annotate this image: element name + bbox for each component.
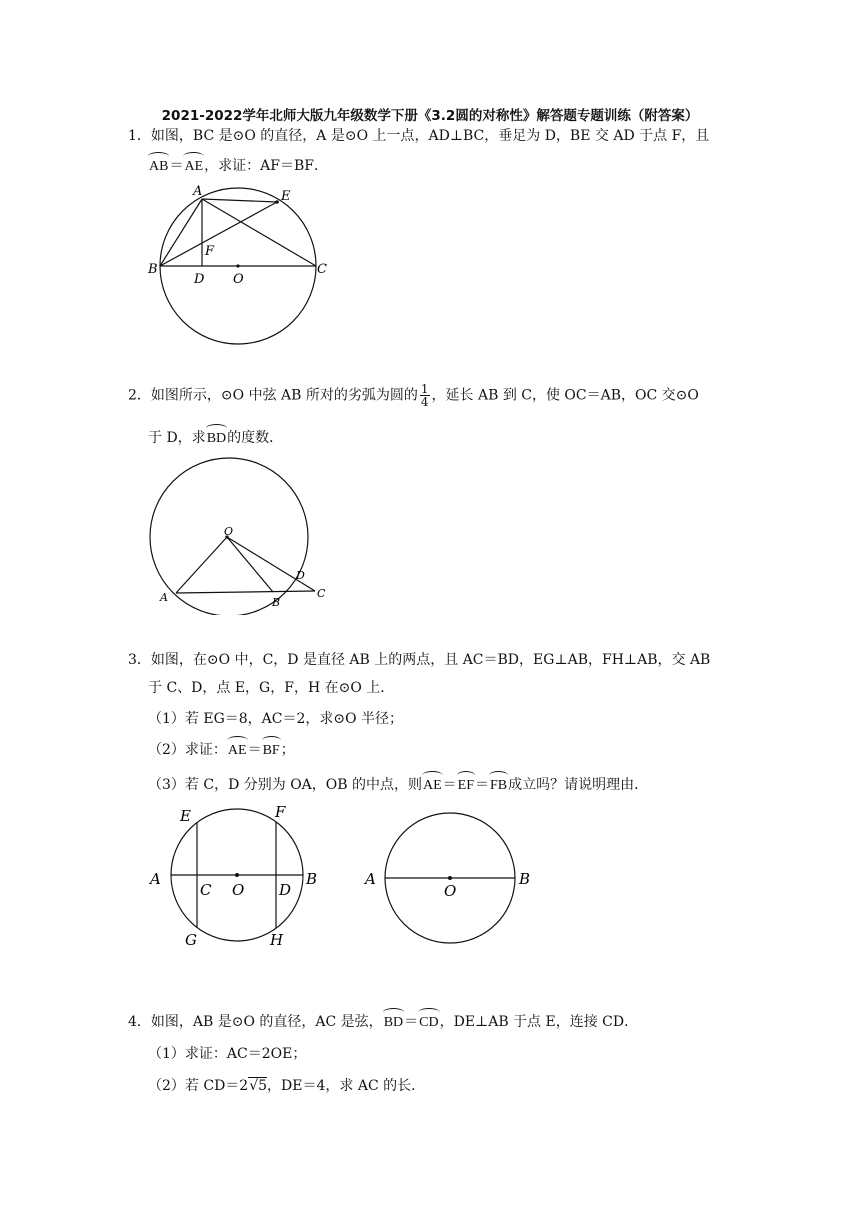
q4-arc-bd: BD (383, 1013, 404, 1033)
q4-line1 (128, 1012, 638, 1033)
q2-frac-den: 4 (420, 395, 429, 409)
q3-part3-eq1: ＝ (442, 777, 457, 793)
q3-right-label-o: O (444, 882, 457, 900)
q1-line2-rest: ，求证：AF＝BF． (204, 158, 328, 174)
q1-eq: ＝ (169, 158, 184, 174)
q3-part2 (148, 740, 295, 761)
q4-sqrt-value: 5 (258, 1078, 268, 1094)
q4-part2-b: ，DE＝4，求 AC 的长． (267, 1078, 426, 1094)
q3-figure-left (140, 800, 340, 955)
q3-p2-arc-bf: BF (262, 741, 281, 761)
q3-p3-arc-ef: EF (457, 776, 475, 796)
q4-part1: （1）求证：AC＝2OE； (148, 1046, 307, 1062)
q2-label-a: A (160, 591, 168, 604)
q3-label-h: H (270, 931, 284, 949)
q2-frac-num: 1 (420, 382, 429, 396)
q3-p3-arc-ae: AE (422, 776, 443, 796)
q2-arc-bd: BD (206, 429, 227, 449)
q3-figure-right (360, 800, 550, 955)
q4-line1-b: ，DE⊥AB 于点 E，连接 CD． (439, 1014, 639, 1030)
q3-label-e: E (180, 807, 191, 825)
q2-line2-a: 于 D，求 (148, 430, 206, 446)
q2-label-c: C (317, 587, 326, 600)
q4-part2-a: （2）若 CD＝2 (148, 1078, 249, 1094)
q2-figure (140, 455, 340, 615)
q1-figure (140, 180, 340, 350)
q1-label-a: A (193, 184, 203, 199)
q4-arc-cd: CD (418, 1013, 439, 1033)
q3-label-c: C (200, 881, 212, 899)
q2-line1 (128, 383, 699, 408)
q3-label-b: B (306, 870, 318, 888)
q3-part3 (148, 775, 648, 796)
q3-line1: 3．如图，在⊙O 中，C，D 是直径 AB 上的两点，且 AC＝BD，EG⊥AB，FH⊥AB，交 AB (128, 652, 711, 668)
document-title: 2021-2022学年北师大版九年级数学下册《3.2圆的对称性》解答题专题训练（附答案） (161, 108, 699, 124)
q1-label-c: C (317, 262, 327, 277)
q1-line1: 1．如图，BC 是⊙O 的直径，A 是⊙O 上一点，AD⊥BC，垂足为 D，BE 交 AD 于点 F，且 (128, 128, 710, 144)
q1-arc-ae: AE (183, 157, 204, 177)
q3-right-label-a: A (365, 870, 376, 888)
q1-label-d: D (194, 272, 205, 287)
q4-line1-a: 4．如图，AB 是⊙O 的直径，AC 是弦， (128, 1014, 383, 1030)
q3-part1: （1）若 EG＝8，AC＝2，求⊙O 半径； (148, 711, 404, 727)
q3-part3-b: 成立吗？请说明理由． (508, 777, 649, 793)
q3-label-o: O (232, 881, 245, 899)
q1-label-b: B (148, 262, 158, 277)
q1-line2 (148, 156, 328, 177)
q2-label-o: O (224, 525, 234, 538)
q4-sqrt: √5 (249, 1078, 268, 1094)
q1-label-o: O (233, 272, 244, 287)
q3-right-label-b: B (519, 870, 531, 888)
q2-line1-a: 2．如图所示，⊙O 中弦 AB 所对的劣弧为圆的 (128, 387, 418, 404)
q4-part2 (148, 1076, 425, 1096)
q3-p3-arc-fb: FB (489, 776, 508, 796)
q2-line1-b: ，延长 AB 到 C，使 OC＝AB，OC 交⊙O (431, 387, 699, 404)
q3-line2: 于 C、D，点 E，G，F，H 在⊙O 上． (148, 680, 395, 696)
q3-label-a: A (150, 870, 161, 888)
q3-part3-eq2: ＝ (475, 777, 490, 793)
q1-label-f: F (205, 244, 215, 259)
q3-label-d: D (279, 881, 292, 899)
q3-part2-eq: ＝ (247, 742, 262, 758)
q3-label-g: G (185, 931, 197, 949)
q3-part2-end: ； (280, 742, 295, 758)
q2-label-d: D (296, 569, 305, 582)
q2-fraction (420, 383, 430, 408)
q3-p2-arc-ae: AE (227, 741, 248, 761)
q3-part2-a: （2）求证： (148, 742, 227, 758)
q2-line2 (148, 428, 283, 449)
q2-label-b: B (272, 596, 281, 609)
q1-label-e: E (281, 189, 291, 204)
q3-part3-a: （3）若 C，D 分别为 OA，OB 的中点，则 (148, 777, 422, 793)
q2-line2-b: 的度数． (227, 430, 284, 446)
q3-label-f: F (275, 803, 286, 821)
q4-eq: ＝ (404, 1014, 419, 1030)
q1-arc-ab: AB (148, 157, 169, 177)
